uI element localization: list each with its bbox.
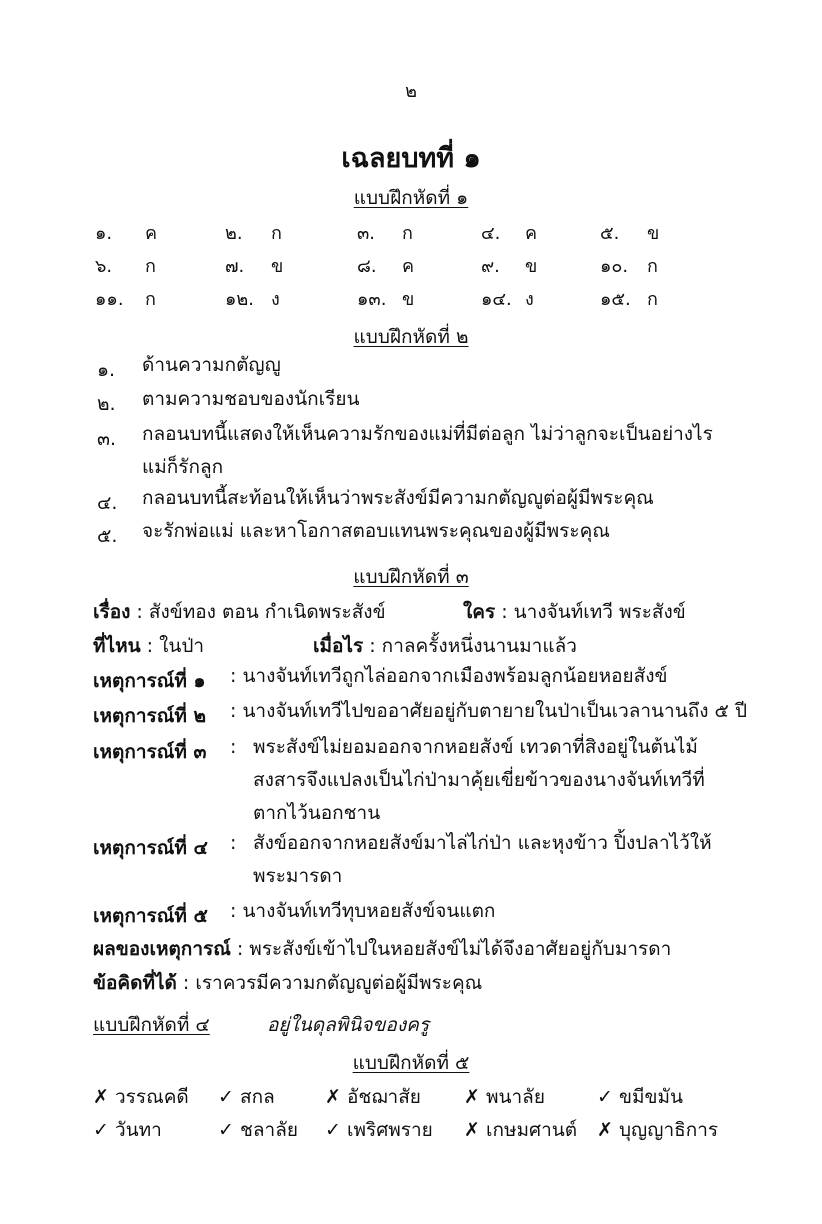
word-item: ✓ ขมีขมัน <box>597 1086 684 1108</box>
cross-icon: ✗ <box>325 1086 341 1108</box>
lesson-value: : เราควรมีความกตัญญูต่อผู้มีพระคุณ <box>176 972 483 994</box>
list-number: ๒. <box>97 393 116 415</box>
check-icon: ✓ <box>93 1119 109 1141</box>
result-field <box>93 934 671 964</box>
answer-item: ๗. ข <box>225 256 284 277</box>
answer-key-page: ๒ เฉลยบทที่ ๑ แบบฝึกหัดที่ ๑ ๑. ค ๒. ก ๓. ก ๔. ค ๕. ข ๖. ก ๗. ข ๘. ค ๙. ข ๑๐. ก ๑๑. ก ๑๒. ง ๑๓. ข ๑๔. ง ๑๕. ก แบบฝึกหัดที่ ๒ ๑. ด้านความกตัญญู ๒. ตามความชอบของนักเรียน ๓. กลอนบทนี้แสดงให้เห็นความรักของแม่ที่มีต่อลูก ไม่ว่าลูกจะเป็นอย่างไร แม่ก็รักลูก ๔. กลอนบทนี้สะท้อนให้เห็นว่าพระสังข์มีความกตัญญูต่อผู้มีพระคุณ ๕. จะรักพ่อแม่ และหาโอกาสตอบแทนพระคุณของผู้มีพระคุณ แบบฝึกหัดที่ ๓ เรื่อง : สังข์ทอง ตอน กำเนิดพระสังข์ ใคร : นางจันท์เทวี พระสังข์ ที่ไหน : ในป่า เมื่อไร : กาลครั้งหนึ่งนานมาแล้ว เหตุการณ์ที่ ๑ : นางจันท์เทวีถูกไล่ออกจากเมืองพร้อมลูกน้อยหอยสังข์ เหตุการณ์ที่ ๒ : นางจันท์เทวีไปขออาศัยอยู่กับตายายในป่าเป็นเวลานานถึง ๕ ปี เหตุการณ์ที่ ๓ : พระสังข์ไม่ยอมออกจากหอยสังข์ เทวดาที่สิงอยู่ในต้นไม้สงสารจึงแปลงเป็นไก่ป่ามาคุ้ยเขี่ยข้าวของนางจันท์เทวีที่ตากไว้นอกชาน เหตุการณ์ที่ ๔ : สังข์ออกจากหอยสังข์มาไล่ไก่ป่า และหุงข้าว ปิ้งปลาไว้ให้พระมารดา เหตุการณ์ที่ ๕ : นางจันท์เทวีทุบหอยสังข์จนแตก ผลของเหตุการณ์ : พระสังข์เข้าไปในหอยสังข์ไม่ได้จึงอาศัยอยู่กับมารดา ข้อคิดที่ได้ : เราควรมีความกตัญญูต่อผู้มีพระคุณ แบบฝึกหัดที่ ๔ อยู่ในดุลพินิจของครู แบบฝึกหัดที่ ๕ ✗ วรรณคดี ✓ สกล ✗ อัชฌาสัย ✗ พนาลัย ✓ ขมีขมัน ✓ วันทา ✓ ชลาลัย ✓ เพริศพราย ✗ เกษมศานต์ ✗ บุญญาธิการ <box>0 0 822 1224</box>
exercise-5-heading: แบบฝึกหัดที่ ๕ <box>352 1052 470 1074</box>
list-number: ๑. <box>97 359 116 381</box>
word-item: ✓ วันทา <box>93 1119 162 1141</box>
story-value: : สังข์ทอง ตอน กำเนิดพระสังข์ <box>130 601 386 623</box>
answer-item: ๙. ข <box>481 256 538 277</box>
cross-icon: ✗ <box>597 1119 613 1141</box>
answer-item: ๑๒. ง <box>225 289 280 310</box>
answer-item: ๑. ค <box>95 223 158 244</box>
word-item: ✓ ชลาลัย <box>218 1119 298 1141</box>
list-number: ๕. <box>97 525 118 547</box>
list-number: ๔. <box>97 492 118 514</box>
answer-item: ๑๕. ก <box>600 289 658 310</box>
story-label: เรื่อง <box>93 601 131 623</box>
when-value: : กาลครั้งหนึ่งนานมาแล้ว <box>363 635 577 657</box>
list-item: จะรักพ่อแม่ และหาโอกาสตอบแทนพระคุณของผู้มีพระคุณ <box>142 520 610 542</box>
check-icon: ✓ <box>218 1086 234 1108</box>
when-label: เมื่อไร <box>313 635 364 657</box>
exercise-4-heading: แบบฝึกหัดที่ ๔ <box>93 1014 210 1036</box>
who-field <box>463 597 686 627</box>
answer-item: ๔. ค <box>481 223 538 244</box>
story-field <box>93 597 386 627</box>
cross-icon: ✗ <box>464 1086 480 1108</box>
word-item: ✗ พนาลัย <box>464 1086 545 1108</box>
where-label: ที่ไหน <box>93 635 141 657</box>
word-item: ✗ อัชฌาสัย <box>325 1086 421 1108</box>
check-icon: ✓ <box>325 1119 341 1141</box>
lesson-label: ข้อคิดที่ได้ <box>93 972 177 994</box>
exercise-1-heading: แบบฝึกหัดที่ ๑ <box>353 187 469 209</box>
cross-icon: ✗ <box>464 1119 480 1141</box>
who-value: : นางจันท์เทวี พระสังข์ <box>495 601 686 623</box>
answer-item: ๖. ก <box>95 256 156 277</box>
answer-item: ๑๔. ง <box>481 289 534 310</box>
answer-item: ๑๑. ก <box>95 289 156 310</box>
answer-item: ๘. ค <box>357 256 415 277</box>
list-item: ด้านความกตัญญู <box>142 354 281 376</box>
answer-item: ๑๓. ข <box>357 289 415 310</box>
word-item: ✓ สกล <box>218 1086 275 1108</box>
list-item: กลอนบทนี้สะท้อนให้เห็นว่าพระสังข์มีความกตัญญูต่อผู้มีพระคุณ <box>142 487 654 509</box>
check-icon: ✓ <box>597 1086 613 1108</box>
answer-item: ๕. ข <box>600 223 660 244</box>
word-item: ✓ เพริศพราย <box>325 1119 433 1141</box>
answer-item: ๓. ก <box>357 223 413 244</box>
list-item: ตามความชอบของนักเรียน <box>142 388 360 410</box>
check-icon: ✓ <box>218 1119 234 1141</box>
list-number: ๓. <box>97 428 117 450</box>
word-item: ✗ เกษมศานต์ <box>464 1119 578 1141</box>
when-field <box>313 631 577 661</box>
answer-item: ๒. ก <box>225 223 282 244</box>
result-value: : พระสังข์เข้าไปในหอยสังข์ไม่ได้จึงอาศัยอยู่กับมารดา <box>230 938 672 960</box>
exercise-3-heading: แบบฝึกหัดที่ ๓ <box>353 566 469 588</box>
chapter-title: เฉลยบทที่ ๑ <box>341 143 481 174</box>
exercise-2-heading: แบบฝึกหัดที่ ๒ <box>353 326 469 348</box>
exercise-4-text: อยู่ในดุลพินิจของครู <box>267 1014 430 1036</box>
where-value: : ในป่า <box>140 635 205 657</box>
word-item: ✗ บุญญาธิการ <box>597 1119 719 1141</box>
list-item: กลอนบทนี้แสดงให้เห็นความรักของแม่ที่มีต่อลูก ไม่ว่าลูกจะเป็นอย่างไร แม่ก็รักลูก <box>142 423 713 478</box>
cross-icon: ✗ <box>93 1086 109 1108</box>
result-label: ผลของเหตุการณ์ <box>93 938 231 960</box>
page-number: ๒ <box>405 81 417 102</box>
word-item: ✗ วรรณคดี <box>93 1086 189 1108</box>
answer-item: ๑๐. ก <box>600 256 658 277</box>
lesson-field <box>93 968 482 998</box>
who-label: ใคร <box>463 601 496 623</box>
where-field <box>93 631 204 661</box>
